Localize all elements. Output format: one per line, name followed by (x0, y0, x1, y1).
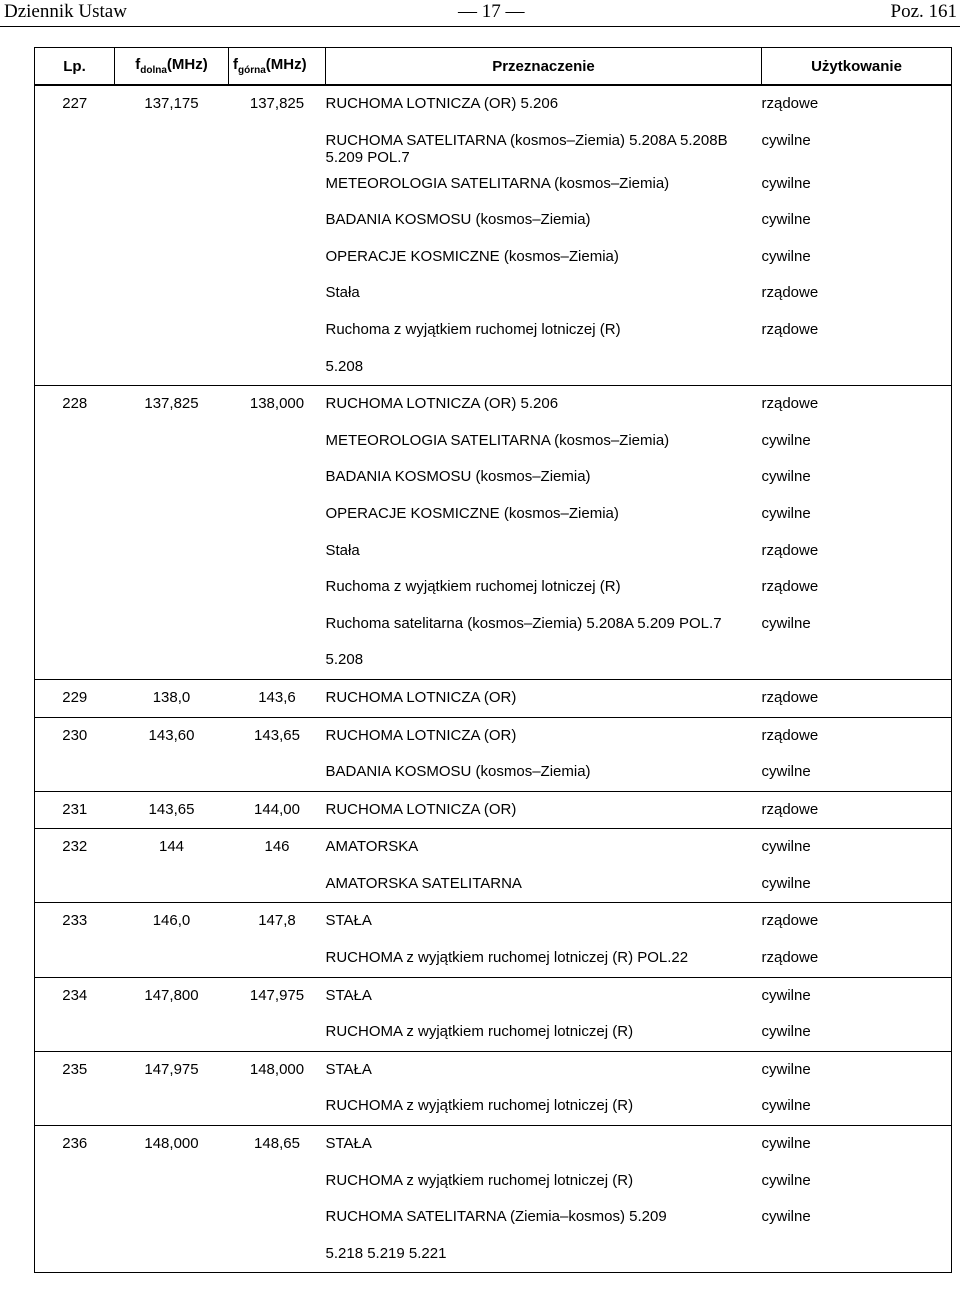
cell-lp (35, 829, 115, 903)
cell-value: 143,6 (258, 688, 296, 706)
usage-line: rządowe (761, 320, 819, 338)
column-usage: Użytkowanie (762, 48, 952, 86)
cell-f-upper (229, 1126, 326, 1273)
destination-line: STAŁA (325, 986, 372, 1004)
cell-f-upper (229, 717, 326, 791)
table-row (35, 791, 952, 829)
cell-destination (326, 1051, 762, 1125)
position-number: Poz. 161 (890, 1, 957, 22)
cell-value: 227 (62, 95, 88, 112)
cell-f-lower (115, 679, 229, 717)
cell-value: 231 (62, 800, 88, 818)
cell-value: 137,825 (249, 95, 305, 112)
usage-line: rządowe (761, 800, 819, 818)
cell-usage (762, 829, 952, 903)
cell-destination (326, 386, 762, 680)
usage-line: cywilne (761, 431, 811, 449)
destination-line: METEOROLOGIA SATELITARNA (kosmos–Ziemia) (325, 431, 670, 449)
destination-line: Ruchoma satelitarna (kosmos–Ziemia) 5.208A 5.209 POL.7 (325, 614, 722, 632)
cell-lp (35, 679, 115, 717)
page-header (0, 0, 960, 27)
destination-line: OPERACJE KOSMICZNE (kosmos–Ziemia) (325, 247, 619, 265)
column-f-lower: $f_{dolna}(MHz)$ (115, 48, 229, 86)
cell-f-lower (115, 829, 229, 903)
cell-value: 234 (62, 986, 88, 1004)
destination-line: Stała (325, 284, 360, 302)
cell-value: 147,8 (258, 912, 296, 930)
destination-line: 5.218 5.219 5.221 (325, 1244, 447, 1262)
cell-f-upper (229, 85, 326, 386)
cell-f-lower (115, 977, 229, 1051)
column-destination: Przeznaczenie (326, 48, 762, 86)
cell-usage (762, 85, 952, 386)
cell-value: 143,60 (148, 726, 195, 744)
table-row (35, 1126, 952, 1273)
destination-line: RUCHOMA LOTNICZA (OR) (325, 800, 517, 818)
cell-value: 146,0 (152, 912, 191, 930)
cell-lp (35, 977, 115, 1051)
cell-f-upper (229, 386, 326, 680)
usage-line: rządowe (761, 541, 819, 559)
usage-line: rządowe (761, 949, 819, 967)
usage-line: rządowe (761, 578, 819, 596)
destination-line: RUCHOMA z wyjątkiem ruchomej lotniczej (R) POL.22 (325, 949, 689, 967)
cell-value: 144,00 (254, 800, 300, 818)
usage-line: cywilne (761, 1023, 811, 1041)
usage-line: rządowe (761, 912, 819, 930)
usage-line: rządowe (761, 95, 819, 112)
usage-line: cywilne (761, 1135, 811, 1153)
destination-line: STAŁA (325, 912, 372, 930)
cell-f-lower (115, 85, 229, 386)
cell-f-upper (229, 1051, 326, 1125)
cell-value: 230 (62, 726, 88, 744)
cell-destination (326, 791, 762, 829)
destination-line: RUCHOMA z wyjątkiem ruchomej lotniczej (R) (325, 1023, 634, 1041)
cell-lp (35, 85, 115, 386)
cell-value: 147,975 (144, 1060, 199, 1078)
cell-value: 233 (62, 912, 88, 930)
destination-line: STAŁA (325, 1135, 372, 1153)
destination-line: RUCHOMA SATELITARNA (kosmos–Ziemia) 5.208A 5.208B 5.209 POL.7 (325, 131, 728, 166)
cell-value: 235 (62, 1060, 88, 1078)
usage-line: rządowe (761, 395, 819, 413)
cell-value: 147,975 (249, 986, 305, 1004)
cell-value: 144 (158, 838, 185, 856)
destination-line: 5.208 (325, 651, 364, 669)
cell-value: 143,65 (254, 726, 300, 744)
cell-value: 148,000 (249, 1060, 305, 1078)
table-header-row (35, 48, 952, 86)
cell-value: 232 (62, 838, 88, 856)
usage-line: cywilne (761, 1208, 811, 1226)
cell-f-upper (229, 829, 326, 903)
cell-value: 229 (62, 688, 88, 706)
destination-line: Stała (325, 541, 360, 559)
cell-value: 148,000 (144, 1135, 199, 1153)
cell-value: 146 (264, 838, 290, 856)
destination-line: METEOROLOGIA SATELITARNA (kosmos–Ziemia) (325, 174, 670, 192)
cell-destination (326, 85, 762, 386)
cell-value: 228 (62, 395, 88, 413)
cell-f-lower (115, 1126, 229, 1273)
cell-f-lower (115, 903, 229, 977)
usage-line (762, 1236, 952, 1273)
cell-f-upper (229, 903, 326, 977)
page-number: — 17 — (458, 1, 525, 22)
destination-line: RUCHOMA z wyjątkiem ruchomej lotniczej (R) (325, 1171, 634, 1189)
header-rule (0, 26, 960, 27)
usage-line: cywilne (761, 247, 811, 265)
usage-line: cywilne (761, 1060, 811, 1078)
destination-line: Ruchoma z wyjątkiem ruchomej lotniczej (R) (325, 320, 621, 338)
cell-f-lower (115, 1051, 229, 1125)
cell-f-lower (115, 717, 229, 791)
cell-value: 137,175 (144, 95, 199, 112)
table-row (35, 679, 952, 717)
cell-usage (762, 1126, 952, 1273)
cell-usage (762, 386, 952, 680)
usage-line: cywilne (761, 874, 811, 892)
cell-lp (35, 791, 115, 829)
cell-destination (326, 977, 762, 1051)
destination-line: RUCHOMA LOTNICZA (OR) (325, 726, 517, 744)
table-row (35, 85, 952, 386)
destination-line: BADANIA KOSMOSU (kosmos–Ziemia) (325, 211, 591, 229)
journal-title: Dziennik Ustaw (4, 1, 127, 22)
usage-line: cywilne (761, 468, 811, 486)
cell-lp (35, 1126, 115, 1273)
cell-f-lower (115, 791, 229, 829)
column-f-upper: $f_{górna}(MHz)$ (229, 48, 326, 86)
cell-lp (35, 903, 115, 977)
usage-line: cywilne (761, 1171, 811, 1189)
cell-destination (326, 1126, 762, 1273)
cell-lp (35, 386, 115, 680)
cell-value: 137,825 (144, 395, 199, 413)
cell-destination (326, 679, 762, 717)
destination-line: 5.208 (325, 357, 364, 375)
destination-line: RUCHOMA LOTNICZA (OR) (325, 688, 517, 706)
column-lp: Lp. (35, 48, 115, 86)
cell-usage (762, 717, 952, 791)
table-row (35, 977, 952, 1051)
table-row (35, 1051, 952, 1125)
usage-line: cywilne (761, 504, 811, 522)
destination-line: RUCHOMA SATELITARNA (Ziemia–kosmos) 5.209 (325, 1208, 667, 1226)
table-row (35, 903, 952, 977)
cell-f-upper (229, 679, 326, 717)
frequency-table (34, 47, 952, 1273)
cell-value: 143,65 (148, 800, 195, 818)
usage-line: cywilne (761, 614, 811, 632)
destination-line: RUCHOMA z wyjątkiem ruchomej lotniczej (R) (325, 1097, 634, 1115)
cell-lp (35, 1051, 115, 1125)
cell-usage (762, 903, 952, 977)
cell-lp (35, 717, 115, 791)
cell-usage (762, 1051, 952, 1125)
cell-usage (762, 679, 952, 717)
destination-line: AMATORSKA SATELITARNA (325, 874, 522, 892)
usage-line: cywilne (761, 211, 811, 229)
usage-line: cywilne (761, 131, 811, 149)
usage-line: cywilne (761, 986, 811, 1004)
destination-line: RUCHOMA LOTNICZA (OR) 5.206 (325, 395, 559, 413)
usage-line: cywilne (761, 838, 811, 856)
cell-f-lower (115, 386, 229, 680)
cell-value: 138,0 (152, 688, 191, 706)
destination-line: BADANIA KOSMOSU (kosmos–Ziemia) (325, 468, 591, 486)
usage-line: rządowe (761, 688, 819, 706)
usage-line: rządowe (761, 284, 819, 302)
table-row (35, 829, 952, 903)
cell-destination (326, 717, 762, 791)
usage-line: rządowe (761, 726, 819, 744)
table-row (35, 386, 952, 680)
cell-usage (762, 977, 952, 1051)
destination-line: AMATORSKA (325, 838, 419, 856)
usage-line: cywilne (761, 763, 811, 781)
cell-value: 148,65 (254, 1135, 300, 1153)
destination-line: Ruchoma z wyjątkiem ruchomej lotniczej (R) (325, 578, 621, 596)
table-row (35, 717, 952, 791)
cell-destination (326, 829, 762, 903)
cell-value: 236 (62, 1135, 88, 1153)
cell-value: 147,800 (144, 986, 199, 1004)
destination-line: STAŁA (325, 1060, 372, 1078)
cell-f-upper (229, 977, 326, 1051)
cell-f-upper (229, 791, 326, 829)
destination-line: OPERACJE KOSMICZNE (kosmos–Ziemia) (325, 504, 619, 522)
cell-usage (762, 791, 952, 829)
cell-value: 138,000 (249, 395, 305, 413)
usage-line (762, 349, 952, 386)
cell-destination (326, 903, 762, 977)
usage-line (762, 642, 952, 679)
destination-line: RUCHOMA LOTNICZA (OR) 5.206 (325, 95, 559, 112)
usage-line: cywilne (761, 174, 811, 192)
usage-line: cywilne (761, 1097, 811, 1115)
destination-line: BADANIA KOSMOSU (kosmos–Ziemia) (325, 763, 591, 781)
